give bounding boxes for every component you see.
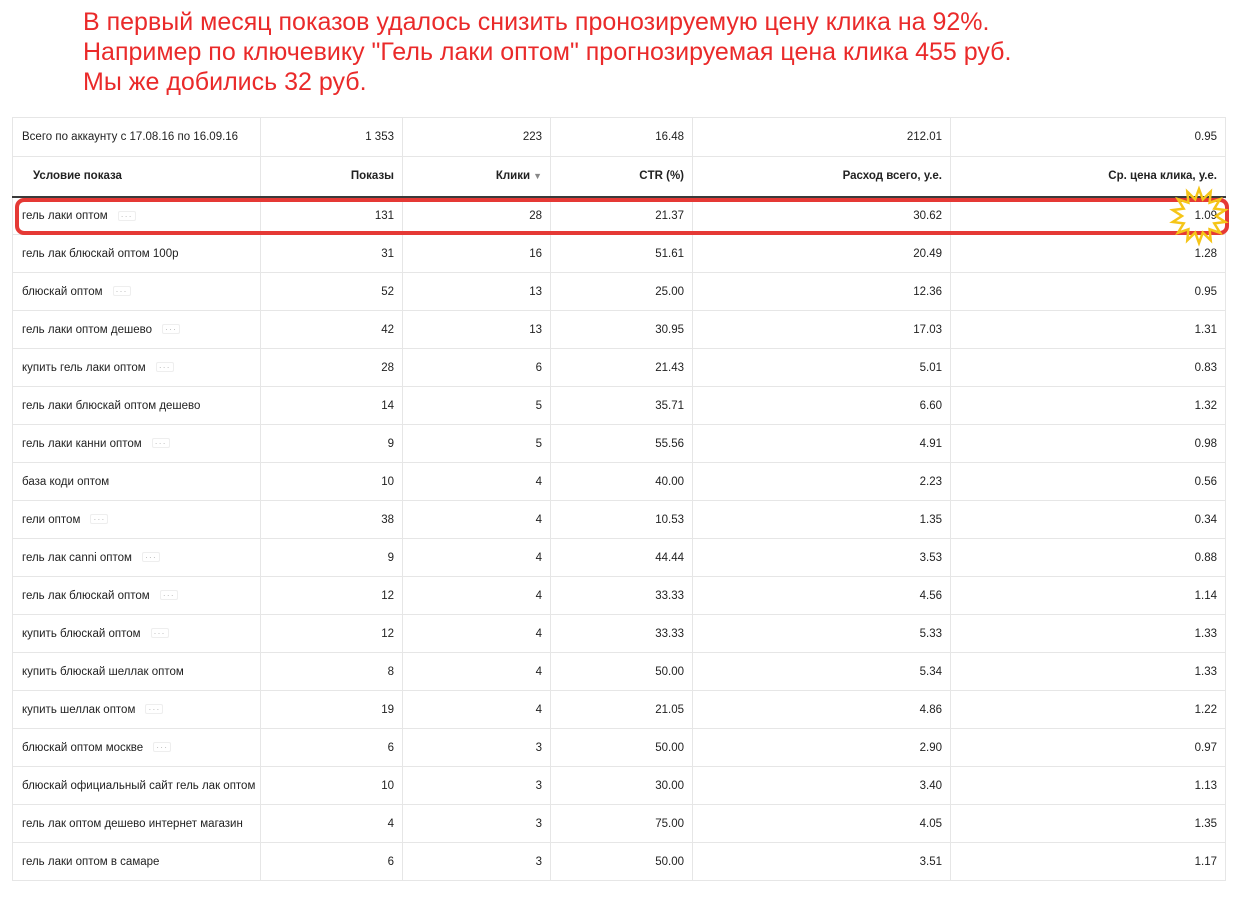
row-clicks: 16 <box>403 235 551 273</box>
row-avg-cpc: 1.32 <box>951 387 1226 425</box>
row-impressions: 9 <box>261 539 403 577</box>
row-keyword-cell <box>13 615 261 653</box>
row-ctr: 35.71 <box>551 387 693 425</box>
row-clicks: 4 <box>403 615 551 653</box>
row-keyword-cell <box>13 235 261 273</box>
row-ctr: 25.00 <box>551 273 693 311</box>
row-keyword[interactable]: купить блюскай оптом <box>22 627 141 640</box>
row-ctr: 51.61 <box>551 235 693 273</box>
row-avg-cpc: 0.34 <box>951 501 1226 539</box>
row-impressions: 52 <box>261 273 403 311</box>
more-menu-icon[interactable]: ··· <box>151 628 169 638</box>
row-keyword[interactable]: блюскай официальный сайт гель лак оптом <box>22 779 256 792</box>
totals-label: Всего по аккаунту с 17.08.16 по 16.09.16 <box>13 118 261 157</box>
row-ctr: 55.56 <box>551 425 693 463</box>
row-clicks: 4 <box>403 653 551 691</box>
row-avg-cpc: 1.31 <box>951 311 1226 349</box>
column-header-spend[interactable]: Расход всего, у.е. <box>693 157 951 197</box>
more-menu-icon[interactable]: ··· <box>156 362 174 372</box>
row-avg-cpc: 0.98 <box>951 425 1226 463</box>
column-header-condition[interactable]: Условие показа <box>13 157 261 197</box>
row-clicks: 13 <box>403 273 551 311</box>
row-spend: 4.86 <box>693 691 951 729</box>
row-ctr: 21.05 <box>551 691 693 729</box>
row-avg-cpc: 1.14 <box>951 577 1226 615</box>
row-avg-cpc: 1.28 <box>951 235 1226 273</box>
row-spend: 3.40 <box>693 767 951 805</box>
row-clicks: 13 <box>403 311 551 349</box>
row-spend: 4.56 <box>693 577 951 615</box>
row-impressions: 10 <box>261 463 403 501</box>
row-impressions: 12 <box>261 577 403 615</box>
row-impressions: 10 <box>261 767 403 805</box>
row-keyword-cell <box>13 463 261 501</box>
column-header-clicks-label: Клики <box>495 170 531 183</box>
row-keyword[interactable]: гель лаки оптом <box>22 209 108 222</box>
totals-ctr: 16.48 <box>551 118 693 157</box>
row-avg-cpc: 1.13 <box>951 767 1226 805</box>
more-menu-icon[interactable]: ··· <box>142 552 160 562</box>
row-keyword-cell <box>13 425 261 463</box>
row-keyword[interactable]: гель лак блюскай оптом 100р <box>22 247 179 260</box>
headline <box>83 7 1223 97</box>
row-spend: 4.05 <box>693 805 951 843</box>
row-spend: 30.62 <box>693 197 951 235</box>
row-keyword-cell <box>13 387 261 425</box>
stats-table <box>12 117 1226 881</box>
table-row <box>13 843 1226 881</box>
row-keyword-cell <box>13 197 261 235</box>
table-row <box>13 501 1226 539</box>
row-keyword[interactable]: гель лаки канни оптом <box>22 437 142 450</box>
table-row <box>13 653 1226 691</box>
column-header-avg-cpc[interactable]: Ср. цена клика, у.е. <box>951 157 1226 197</box>
headline-line-2: Например по ключевику "Гель лаки оптом" прогнозируемая цена клика 455 руб. <box>83 38 1012 66</box>
row-spend: 6.60 <box>693 387 951 425</box>
row-spend: 4.91 <box>693 425 951 463</box>
row-clicks: 5 <box>403 425 551 463</box>
row-clicks: 28 <box>403 197 551 235</box>
table-row <box>13 349 1226 387</box>
row-keyword[interactable]: гель лак блюскай оптом <box>22 589 150 602</box>
row-impressions: 14 <box>261 387 403 425</box>
row-keyword[interactable]: гель лаки оптом дешево <box>22 323 152 336</box>
row-clicks: 5 <box>403 387 551 425</box>
headline-line-3: Мы же добились 32 руб. <box>83 68 367 96</box>
table-row <box>13 691 1226 729</box>
row-ctr: 50.00 <box>551 653 693 691</box>
table-row <box>13 463 1226 501</box>
row-avg-cpc: 0.95 <box>951 273 1226 311</box>
sort-desc-icon[interactable]: ▼ <box>533 171 542 182</box>
header-row <box>13 157 1226 197</box>
row-impressions: 42 <box>261 311 403 349</box>
more-menu-icon[interactable]: ··· <box>145 704 163 714</box>
more-menu-icon[interactable]: ··· <box>160 590 178 600</box>
totals-row <box>13 118 1226 157</box>
row-avg-cpc: 1.35 <box>951 805 1226 843</box>
row-impressions: 8 <box>261 653 403 691</box>
row-spend: 5.33 <box>693 615 951 653</box>
row-ctr: 21.43 <box>551 349 693 387</box>
row-keyword[interactable]: гель лаки оптом в самаре <box>22 855 160 868</box>
row-keyword-cell <box>13 653 261 691</box>
row-spend: 3.53 <box>693 539 951 577</box>
table-row <box>13 805 1226 843</box>
row-spend: 3.51 <box>693 843 951 881</box>
column-header-clicks[interactable] <box>403 157 551 197</box>
more-menu-icon[interactable]: ··· <box>118 211 136 221</box>
row-ctr: 30.95 <box>551 311 693 349</box>
row-clicks: 3 <box>403 729 551 767</box>
row-clicks: 4 <box>403 463 551 501</box>
row-impressions: 131 <box>261 197 403 235</box>
row-keyword[interactable]: гель лак оптом дешево интернет магазин <box>22 817 243 830</box>
table-row <box>13 767 1226 805</box>
table-row <box>13 197 1226 235</box>
row-keyword[interactable]: гель лаки блюскай оптом дешево <box>22 399 201 412</box>
table-row <box>13 729 1226 767</box>
more-menu-icon[interactable]: ··· <box>162 324 180 334</box>
table-row <box>13 387 1226 425</box>
row-avg-cpc: 0.83 <box>951 349 1226 387</box>
row-keyword[interactable]: блюскай оптом москве <box>22 741 144 754</box>
table-row <box>13 311 1226 349</box>
row-clicks: 3 <box>403 805 551 843</box>
row-impressions: 9 <box>261 425 403 463</box>
table-row <box>13 539 1226 577</box>
row-keyword-cell <box>13 843 261 881</box>
more-menu-icon[interactable]: ··· <box>153 742 171 752</box>
row-keyword-cell <box>13 539 261 577</box>
column-header-impressions[interactable]: Показы <box>261 157 403 197</box>
row-avg-cpc: 0.88 <box>951 539 1226 577</box>
row-keyword[interactable]: гель лак canni оптом <box>22 551 132 564</box>
more-menu-icon[interactable]: ··· <box>113 286 131 296</box>
row-keyword-cell <box>13 311 261 349</box>
row-avg-cpc: 1.33 <box>951 615 1226 653</box>
row-impressions: 31 <box>261 235 403 273</box>
column-header-ctr[interactable]: CTR (%) <box>551 157 693 197</box>
row-ctr: 40.00 <box>551 463 693 501</box>
row-spend: 17.03 <box>693 311 951 349</box>
row-keyword-cell <box>13 349 261 387</box>
row-avg-cpc: 0.97 <box>951 729 1226 767</box>
row-spend: 20.49 <box>693 235 951 273</box>
row-ctr: 33.33 <box>551 577 693 615</box>
row-impressions: 28 <box>261 349 403 387</box>
row-clicks: 3 <box>403 843 551 881</box>
row-keyword-cell <box>13 273 261 311</box>
row-impressions: 19 <box>261 691 403 729</box>
row-impressions: 4 <box>261 805 403 843</box>
row-keyword[interactable]: купить блюскай шеллак оптом <box>22 665 184 678</box>
row-spend: 1.35 <box>693 501 951 539</box>
row-avg-cpc: 1.09 <box>951 197 1226 235</box>
row-spend: 2.23 <box>693 463 951 501</box>
row-clicks: 4 <box>403 577 551 615</box>
row-keyword[interactable]: купить шеллак оптом <box>22 703 136 716</box>
row-keyword-cell <box>13 501 261 539</box>
row-impressions: 38 <box>261 501 403 539</box>
row-ctr: 10.53 <box>551 501 693 539</box>
row-keyword-cell <box>13 577 261 615</box>
row-ctr: 30.00 <box>551 767 693 805</box>
row-impressions: 6 <box>261 843 403 881</box>
row-keyword-cell <box>13 729 261 767</box>
row-clicks: 4 <box>403 691 551 729</box>
row-keyword-cell <box>13 691 261 729</box>
row-keyword[interactable]: гели оптом <box>22 513 81 526</box>
row-ctr: 50.00 <box>551 843 693 881</box>
more-menu-icon[interactable]: ··· <box>90 514 108 524</box>
table-row <box>13 273 1226 311</box>
table-row <box>13 577 1226 615</box>
row-keyword[interactable]: купить гель лаки оптом <box>22 361 146 374</box>
row-ctr: 50.00 <box>551 729 693 767</box>
row-ctr: 44.44 <box>551 539 693 577</box>
row-clicks: 6 <box>403 349 551 387</box>
totals-spend: 212.01 <box>693 118 951 157</box>
row-impressions: 12 <box>261 615 403 653</box>
row-spend: 5.01 <box>693 349 951 387</box>
row-avg-cpc: 1.22 <box>951 691 1226 729</box>
row-clicks: 4 <box>403 501 551 539</box>
row-ctr: 21.37 <box>551 197 693 235</box>
row-keyword-cell <box>13 767 261 805</box>
table-row <box>13 235 1226 273</box>
row-clicks: 3 <box>403 767 551 805</box>
row-spend: 12.36 <box>693 273 951 311</box>
row-ctr: 33.33 <box>551 615 693 653</box>
row-clicks: 4 <box>403 539 551 577</box>
totals-impressions: 1 353 <box>261 118 403 157</box>
row-avg-cpc: 1.33 <box>951 653 1226 691</box>
totals-avg-cpc: 0.95 <box>951 118 1226 157</box>
headline-line-1: В первый месяц показов удалось снизить пронозируемую цену клика на 92%. <box>83 8 990 36</box>
row-keyword[interactable]: база коди оптом <box>22 475 110 488</box>
row-avg-cpc: 0.56 <box>951 463 1226 501</box>
row-spend: 5.34 <box>693 653 951 691</box>
row-keyword-cell <box>13 805 261 843</box>
row-avg-cpc: 1.17 <box>951 843 1226 881</box>
more-menu-icon[interactable]: ··· <box>152 438 170 448</box>
row-ctr: 75.00 <box>551 805 693 843</box>
row-spend: 2.90 <box>693 729 951 767</box>
table-row <box>13 425 1226 463</box>
row-impressions: 6 <box>261 729 403 767</box>
row-keyword[interactable]: блюскай оптом <box>22 285 103 298</box>
totals-clicks: 223 <box>403 118 551 157</box>
table-row <box>13 615 1226 653</box>
